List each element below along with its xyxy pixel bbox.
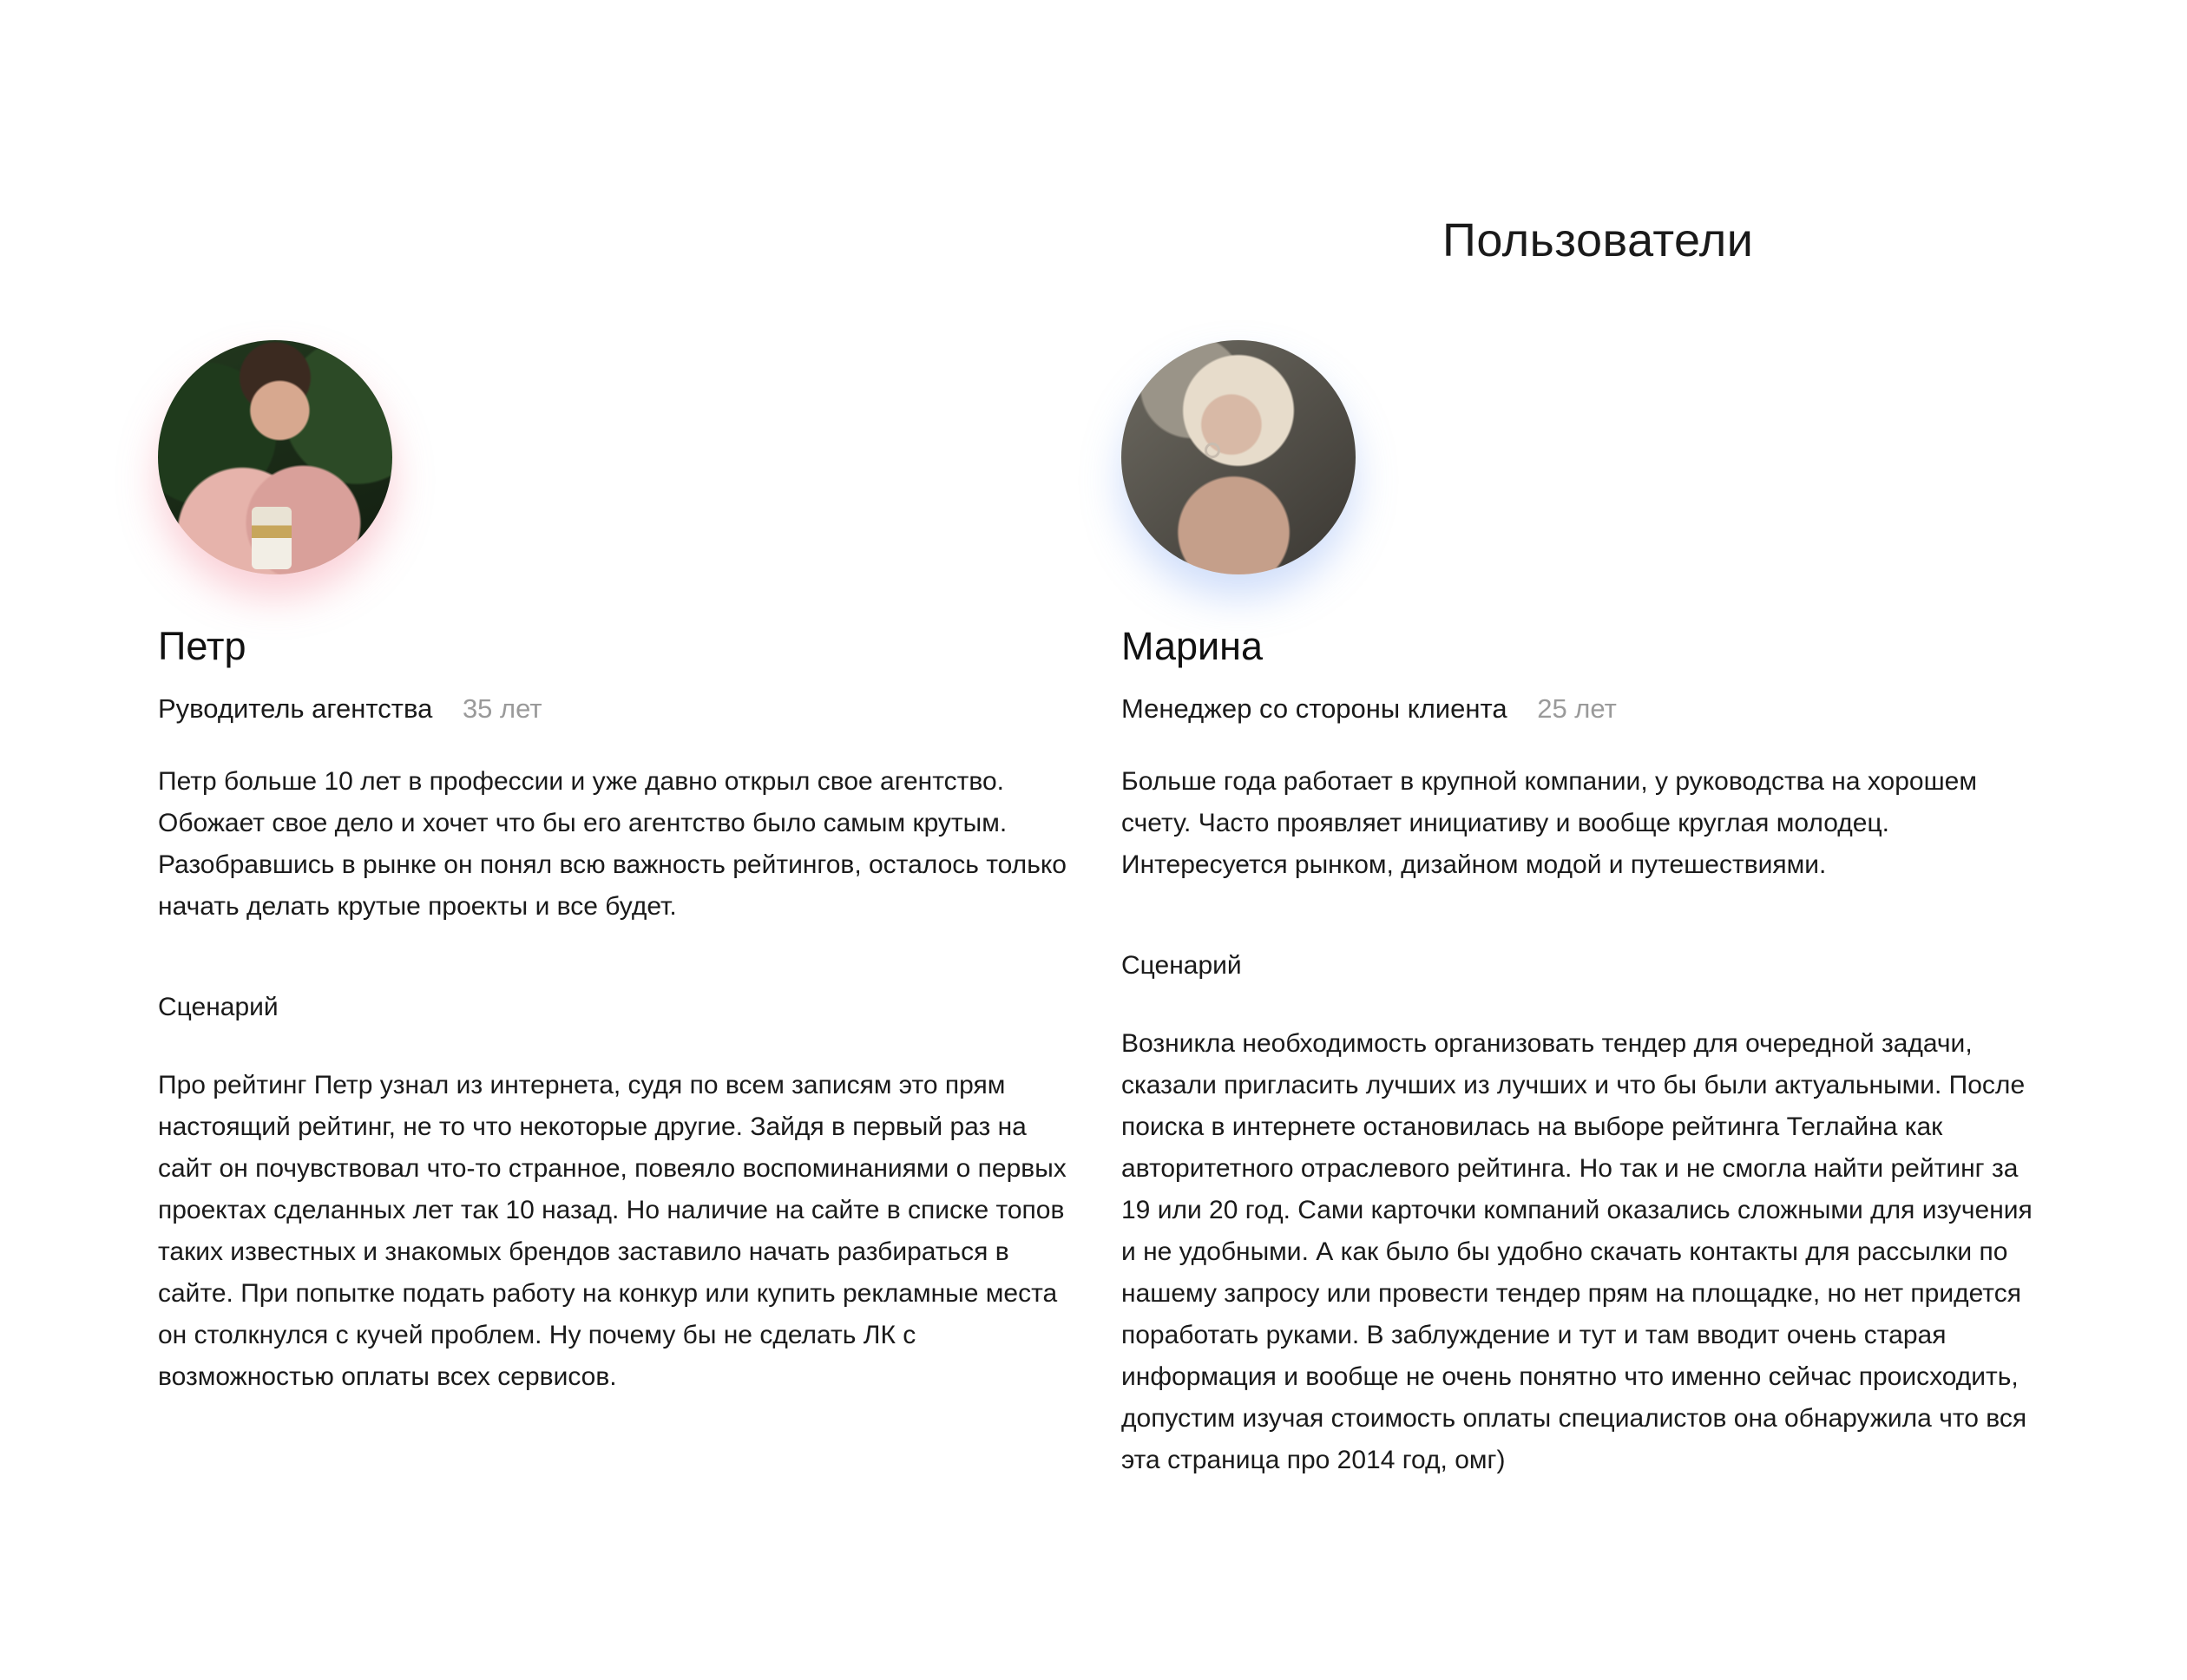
avatar-marina (1121, 340, 1356, 574)
persona-bio: Больше года работает в крупной компании, у руководства на хорошем счету. Часто проявляет инициативу и вообще круглая молодец. Интересуется рынком, дизайном модой и путешествиями. (1121, 766, 1977, 879)
person-photo-icon (252, 507, 292, 569)
person-photo-icon (1205, 443, 1220, 458)
persona-card-marina (1121, 340, 2059, 1481)
avatar-petr (158, 340, 392, 574)
persona-meta (158, 692, 1095, 725)
persona-role: Руводитель агентства (158, 692, 433, 724)
persona-bio: Петр больше 10 лет в профессии и уже давно открыл свое агентство. Обожает свое дело и хочет что бы его агентство было самым крутым. Разобравшись в рынке он понял всю важность рейтингов, осталось только начать делать крутые проекты и все будет. (158, 766, 1067, 921)
persona-age: 25 лет (1537, 692, 1617, 724)
scenario-text: Возникла необходимость организовать тендер для очередной задачи, сказали пригласить лучших из лучших и что бы были актуальными. После поиска в интернете остановилась на выборе рейтинга Теглайна как авторитетного отраслевого рейтинга. Но так и не смогла найти рейтинг за 19 или 20 год. Сами карточки компаний оказались сложными для изучения и не удобными. А как было бы удобно скачать контакты для рассылки по нашему запросу или провести тендер прям на площадке, но нет придется поработать руками. В заблуждение и тут и там вводит очень старая информация и вообще не очень понятно что именно сейчас происходить, допустим изучая стоимость оплаты специалистов она обнаружила что вся эта страница про 2014 год, омг) (1121, 1028, 2033, 1474)
page-title: Пользователи (1442, 214, 1754, 266)
persona-meta (1121, 692, 2059, 725)
scenario-text: Про рейтинг Петр узнал из интернета, судя по всем записям это прям настоящий рейтинг, не то что некоторые другие. Зайдя в первый раз на сайт он почувствовал что-то странное, повеяло воспоминаниями о первых проектах сделанных лет так 10 назад. Но наличие на сайте в списке топов таких известных и знакомых брендов заставило начать разбираться в сайте. При попытке подать работу на конкур или купить рекламные места он столкнулся с кучей проблем. Ну почему бы не сделать ЛК с возможностью оплаты всех сервисов. (158, 1070, 1067, 1391)
persona-role: Менеджер со стороны клиента (1121, 692, 1507, 724)
persona-name: Петр (158, 624, 246, 668)
persona-age: 35 лет (462, 692, 542, 724)
persona-name: Марина (1121, 624, 1264, 668)
scenario-heading: Сценарий (158, 992, 279, 1021)
persona-card-petr (158, 340, 1095, 1398)
scenario-heading: Сценарий (1121, 950, 1242, 980)
